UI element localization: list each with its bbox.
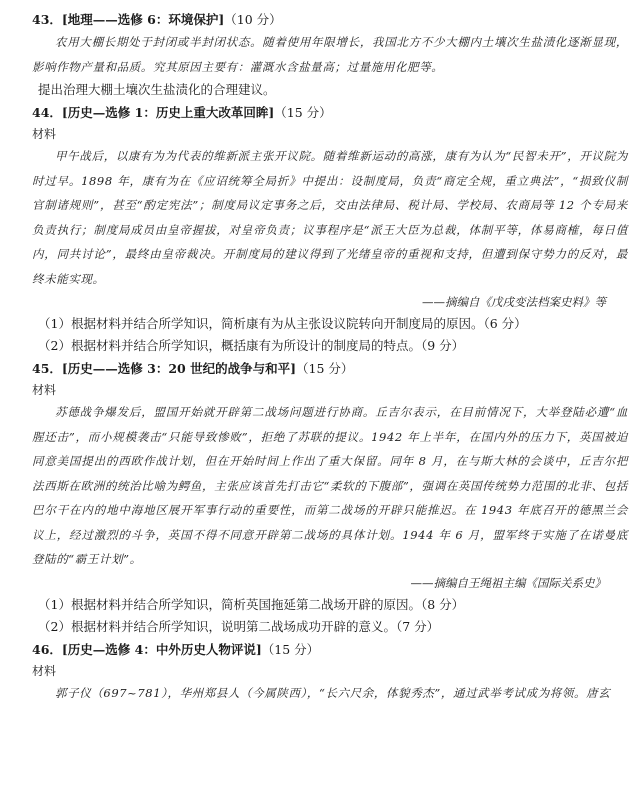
question-43-heading [32,10,628,30]
question-44-score: （15 分） [274,105,332,120]
question-45-heading [32,359,628,379]
question-45-material: 苏德战争爆发后，盟国开始就开辟第二战场问题进行协商。丘吉尔表示，在目前情况下，大举登陆必遭“血腥还击”，而小规模袭击“只能导致惨败”，拒绝了苏联的提议。1942 年上半年，在国内外的压力下，英国被迫同意美国提出的西欧作战计划，但在开始时间上作出了重大保留。同年 8 月，在与斯大林的会谈中，丘吉尔把法西斯在欧洲的统治比喻为鳄鱼，主张应该首先打击它“柔软的下腹部”，强调在英国传统势力范围的北非、包括巴尔干在内的地中海地区展开军事行动的重要性，而第二战场的开辟只能推迟。在 1943 年底召开的德黑兰会议上，经过激烈的斗争，英国不得不同意开辟第二战场的具体计划。1944 年 6 月，盟军终于实施了在诺曼底登陆的“霸王计划”。 [32,405,628,566]
question-44-material-label: 材料 [32,127,57,141]
question-45-title: 45．[历史——选修 3：20 世纪的战争与和平] [32,361,297,376]
question-46-heading [32,640,628,660]
question-44-task-2: （2）根据材料并结合所学知识，概括康有为所设计的制度局的特点。（9 分） [38,338,465,353]
question-45-task-1: （1）根据材料并结合所学知识，简析英国拖延第二战场开辟的原因。（8 分） [38,596,465,612]
question-46-material-label: 材料 [32,663,57,678]
question-44-heading [32,103,628,123]
question-46-material: 郭子仪（697~781），华州郑县人（今属陕西），“长六尺余，体貌秀杰”，通过武举考试成为将领。唐玄 [55,685,611,700]
question-45-source: ——摘编自王绳祖主编《国际关系史》 [410,575,606,590]
question-44-source: ——摘编自《戊戌变法档案史料》等 [422,295,606,309]
question-44-material: 甲午战后，以康有为为代表的维新派主张开议院。随着维新运动的高涨，康有为认为“民智未开”，开议院为时过早。1898 年，康有为在《应诏统筹全局折》中提出：设制度局，负责“商定全规，重立典法”，“损致仪制官制诸规则”，甚至“酌定宪法”；制度局议定事务之后，交由法律局、税计局、学校局、农商局等 12 个专局来负责执行；制度局成员由皇帝握拔，对皇帝负责；议事程序是“派王大臣为总裁，体制平等，体易商榷，每日值内，同共讨论”，最终由皇帝裁决。开制度局的建议得到了光绪皇帝的重视和支持，但遭到保守势力的反对，最终未能实现。 [32,149,628,286]
question-45-material-label: 材料 [32,383,57,397]
question-43-score: （10 分） [224,12,282,27]
question-43-title: 43．[地理——选修 6：环境保护] [32,12,225,27]
question-44-task-1: （1）根据材料并结合所学知识，简析康有为从主张设议院转向开制度局的原因。（6 分） [38,316,527,331]
question-45-score: （15 分） [296,361,354,376]
question-43-material: 农用大棚长期处于封闭或半封闭状态。随着使用年限增长，我国北方不少大棚内土壤次生盐渍化逐渐显现，影响作物产量和品质。究其原因主要有：灌溉水含盐量高；过量施用化肥等。 [32,35,628,74]
question-45-task-2: （2）根据材料并结合所学知识，说明第二战场成功开辟的意义。（7 分） [38,618,440,634]
question-46-score: （15 分） [261,641,320,657]
question-44-title: 44．[历史—选修 1：历史上重大改革回眸] [32,105,275,120]
question-46-title: 46．[历史—选修 4：中外历史人物评说] [32,641,262,657]
question-43-task: 提出治理大棚土壤次生盐渍化的合理建议。 [38,82,276,97]
